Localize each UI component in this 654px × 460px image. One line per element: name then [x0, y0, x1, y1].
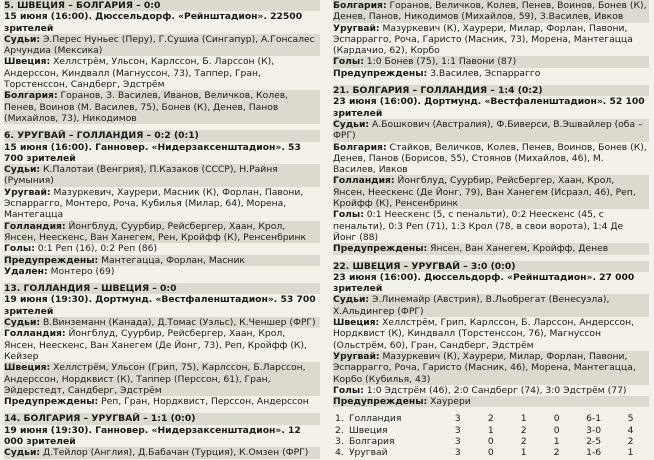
standings-cell: 1: [487, 424, 494, 436]
standings-cell: 0: [553, 424, 560, 436]
standings-cell: Уругвай: [348, 447, 388, 459]
standings-cell: 2: [520, 424, 527, 436]
info-label: Судьи:: [333, 294, 370, 306]
info-text: Мазуркевич (К), Хаурери, Милар, Форлан, Павони, Эспаррагго, Роча, Гаристо (Масник, 46), Морена, Мантегацца, Корбо (Кубилья, 43): [333, 350, 636, 385]
standings-cell: 3-0: [586, 424, 602, 436]
info-label: Уругвай:: [333, 350, 380, 362]
info-text: К.Палотаи (Венгрия), П.Казаков (СССР), Н.Райня (Румыния): [4, 164, 278, 187]
standings-cell: 4.: [335, 447, 344, 459]
standings-cell: 1.: [335, 413, 344, 425]
match-date-venue: 19 июня (19:30). Ганновер. «Нидерзаксенштадион». 12 000 зрителей: [4, 424, 301, 447]
info-text: 1:0 Эдстрём (46), 2:0 Сандберг (74), 3:0 Эдстрём (77): [363, 384, 627, 396]
info-text: Йонгблуд, Суурбир, Рейсбергер, Хаан, Крол, Янсен, Неескенс, Ван Ханегем (Де Йонг, 73), Реп, Кройфф (К), Кейзер: [4, 328, 307, 362]
info-text: З.Василев, Эспаррагго: [427, 67, 541, 79]
standings-cell: 2: [520, 435, 527, 447]
info-text: Хеллстрём, Грип, Карлссон, Б. Ларссон, Андерссон, Нордквист (К), Киндвалл (Торстенссон, 76), Магнуссон (Ольстрём, 60), Гран, Сандберг, Эдстрём: [333, 317, 635, 351]
standings-cell: 1: [520, 413, 527, 425]
match-block: [333, 85, 649, 254]
standings-cell: Голландия: [348, 413, 402, 425]
match-info-line: [4, 187, 320, 221]
standings-cell: 1: [520, 447, 527, 459]
match-title: 6. УРУГВАЙ – ГОЛЛАНДИЯ – 0:2 (0:1): [4, 130, 320, 141]
info-text: Э.Перес Нуньес (Перу), Г.Сушиа (Сингапур), А.Гонсалес Арчундиа (Мексика): [4, 33, 315, 57]
info-text: Э.Линемайр (Австрия), В.Льобрегат (Венесуэла), Х.Альдингер (ФРГ): [333, 294, 610, 317]
match-info-line: [333, 243, 649, 254]
info-text: Стайков, Величков, Колев, Пенев, Воинов, Бонев (К), Денев, Панов (Борисов, 55), Стоянов (Михайлов, 46), М. Василев, Ивков: [333, 141, 647, 176]
right-column: [333, 0, 649, 459]
match-info-line: [4, 164, 320, 187]
info-text: Мантегацца, Форлан, Масник: [98, 254, 245, 266]
info-text: Янсен, Ван Ханегем, Кройфф, Денев: [427, 243, 609, 255]
standings-cell: 3: [454, 413, 461, 425]
standings-row: [333, 413, 647, 424]
standings-cell: 2: [553, 447, 560, 459]
match-info-line: [4, 317, 320, 328]
info-label: Судьи:: [333, 118, 370, 130]
match-block: [4, 283, 320, 407]
standings-cell: 2.: [335, 424, 344, 436]
info-label: Болгария:: [333, 141, 387, 153]
info-label: Предупреждены:: [4, 396, 99, 408]
info-label: Голландия:: [4, 328, 66, 340]
standings-cell: 4: [627, 424, 634, 436]
match-info-line: [333, 294, 649, 317]
match-info-line: [333, 23, 649, 57]
match-info-line: [333, 317, 649, 351]
info-text: В.Винземанн (Канада), Д.Томас (Уэльс), К.Ченшер (ФРГ): [40, 317, 316, 329]
match-info-line: [333, 68, 649, 79]
info-label: Голы:: [333, 384, 364, 396]
info-text: Реп, Гран, Нордквист, Перссон, Андерссон: [98, 396, 309, 408]
info-text: Йонгблуд, Суурбир, Рейсбергер, Хаан, Крол, Янсен, Неескенс (Де Йонг, 79), Ван Ханегем (Исраэл, 46), Реп, Кройфф (К), Ренсенбринк: [333, 175, 636, 210]
info-label: Судьи:: [4, 317, 41, 329]
info-text: Горанов, З. Василев, Иванов, Величков, Колев, Пенев, Воинов (М. Василев, 75), Бонев (К), Денев, Панов (Михайлов, 73), Никодимов: [4, 90, 289, 124]
match-info-line: [4, 34, 320, 57]
standings-cell: Болгария: [348, 435, 395, 447]
standings-cell: 2: [627, 435, 634, 447]
match-info-line: [333, 56, 649, 67]
info-text: Монтеро (69): [47, 265, 115, 277]
info-label: Судьи:: [4, 164, 41, 176]
standings-row: [333, 436, 647, 447]
info-text: Мазуркевич, Хаурери, Масник (К), Форлан, Павони, Эспаррагго, Монтеро, Роча, Кубилья (Милар, 64), Морена, Мантегацца: [4, 186, 304, 221]
info-label: Болгария:: [333, 0, 387, 11]
match-info-line: [333, 351, 649, 385]
info-label: Уругвай:: [333, 22, 380, 34]
standings-row: [333, 447, 647, 458]
info-text: Горанов, Величков, Колев, Пенев, Воинов, Бонев (К), Денев, Панов, Никодимов (Михайлов, 59), З.Василев, Ивков: [333, 0, 647, 23]
match-date-venue: 23 июня (16:00). Дортмунд. «Вестфаленштадион». 52 100 зрителей: [333, 96, 645, 119]
match-date-venue: 15 июня (16:00). Дюссельдорф. «Рейнштадион». 22500 зрителей: [4, 11, 303, 34]
standings-cell: 1: [627, 447, 634, 459]
match-info-line: [4, 221, 320, 244]
match-title: 22. ШВЕЦИЯ – УРУГВАЙ – 3:0 (0:0): [333, 261, 649, 272]
info-text: Мазуркевич (К), Хаурери, Милар, Форлан, Павони, Эспаррагго, Роча, Гаристо (Масник, 73), Морена, Мантегацца (Кардачио, 62), Корбо: [333, 22, 633, 57]
match-info-line: [4, 90, 320, 124]
info-text: 0:1 Реп (16), 0:2 Реп (86): [34, 243, 158, 255]
info-label: Судьи:: [4, 447, 41, 459]
match-info-line: [333, 209, 649, 243]
info-label: Предупреждены:: [333, 243, 428, 255]
match-date-venue: 23 июня (16:00). Дюссельдорф. «Рейнштадион». 27 000 зрителей: [333, 271, 635, 295]
match-block: [333, 0, 649, 79]
standings-cell: 1: [553, 435, 560, 447]
info-label: Швеция:: [4, 362, 51, 374]
standings-cell: 1-6: [586, 447, 602, 459]
standings-cell: Швеция: [348, 424, 388, 436]
standings-cell: 2-5: [586, 435, 602, 447]
match-block: [4, 413, 320, 458]
info-text: Хаурери: [427, 396, 471, 408]
match-info-line: [4, 255, 320, 266]
info-label: Предупреждены:: [333, 67, 428, 79]
match-title: 21. БОЛГАРИЯ – ГОЛЛАНДИЯ – 1:4 (0:2): [333, 85, 649, 96]
info-label: Голы:: [4, 243, 35, 255]
info-text: А.Бошкович (Австралия), Ф.Биверси, В.Эшвайлер (оба – ФРГ): [333, 118, 643, 142]
match-date-venue: 19 июня (19:30). Дортмунд. «Вестфаленштадион». 53 700 зрителей: [4, 294, 316, 317]
match-title: 14. БОЛГАРИЯ – УРУГВАЙ – 1:1 (0:0): [4, 413, 320, 424]
info-label: Голландия:: [4, 220, 66, 232]
info-label: Предупреждены:: [333, 396, 428, 408]
info-text: 1:0 Бонев (75), 1:1 Павони (87): [363, 56, 517, 68]
standings-cell: 3: [454, 447, 461, 459]
standings-cell: 0: [487, 435, 494, 447]
info-label: Уругвай:: [4, 186, 51, 198]
group-standings-table: [333, 413, 647, 458]
info-label: Судьи:: [4, 33, 41, 45]
match-info-line: [333, 0, 649, 23]
match-info-line: [333, 175, 649, 209]
match-info-line: [333, 396, 649, 407]
standings-cell: 6-1: [586, 413, 602, 425]
info-label: Швеция:: [4, 56, 51, 68]
info-label: Швеция:: [333, 317, 380, 329]
standings-cell: 3: [454, 435, 461, 447]
match-info-line: [4, 447, 320, 458]
standings-cell: 2: [487, 413, 494, 425]
match-block: [333, 261, 649, 408]
standings-cell: 0: [487, 447, 494, 459]
standings-row: [333, 425, 647, 436]
match-info-line: [4, 56, 320, 90]
match-info-line: [4, 328, 320, 362]
match-info-line: [333, 142, 649, 176]
info-label: Голы:: [333, 56, 364, 68]
left-column: [4, 0, 320, 459]
standings-cell: 0: [553, 413, 560, 425]
info-text: Хеллстрём, Ульсон (Грип, 75), Карлссон, Б.Ларссон, Андерссон, Нордквист (К), Таппер (Перссон, 61), Гран, Эйдерстедт, Сандберг, Эдстрём: [4, 362, 306, 396]
info-label: Голландия:: [333, 175, 395, 187]
match-title: 5. ШВЕЦИЯ – БОЛГАРИЯ – 0:0: [4, 0, 320, 11]
right-column-matches: [333, 0, 649, 407]
info-label: Удален:: [4, 265, 48, 277]
standings-cell: 3.: [335, 435, 344, 447]
match-info-line: [333, 119, 649, 142]
info-label: Голы:: [333, 209, 364, 221]
match-info-line: [333, 385, 649, 396]
match-block: [4, 130, 320, 277]
match-title: 13. ГОЛЛАНДИЯ – ШВЕЦИЯ – 0:0: [4, 283, 320, 294]
match-info-line: [4, 362, 320, 396]
match-block: [4, 0, 320, 124]
info-label: Болгария:: [4, 90, 58, 102]
info-text: Йонгблуд, Суурбир, Рейсбергер, Хаан, Крол, Янсен, Неескенс, Ван Ханегем, Рен, Кройфф (К), Ренсенбринк: [4, 220, 307, 243]
standings-cell: 3: [454, 424, 461, 436]
info-label: Предупреждены:: [4, 254, 99, 266]
info-text: 0:1 Неескенс (5, с пенальти), 0:2 Неескенс (45, с пенальти), 0:3 Реп (71), 1:3 Крол (78, в свои ворота), 1:4 Де Йонг (88): [333, 209, 624, 243]
match-date-venue: 15 июня (16:00). Ганновер. «Нидерзаксенштадион». 53 700 зрителей: [4, 141, 301, 164]
match-info-line: [4, 266, 320, 277]
standings-cell: 5: [627, 413, 634, 425]
info-text: Д.Тейлор (Англия), Д.Бабачан (Турция), К.Омзен (ФРГ): [40, 447, 309, 459]
match-info-line: [4, 243, 320, 254]
match-info-line: [4, 396, 320, 407]
info-text: Хеллстрём, Ульсон, Карлссон, Б. Ларссон (К), Андерссон, Киндвалл (Магнуссон, 73), Таппер, Гран, Торстенссон, Сандберг, Эдстрём: [4, 56, 275, 91]
